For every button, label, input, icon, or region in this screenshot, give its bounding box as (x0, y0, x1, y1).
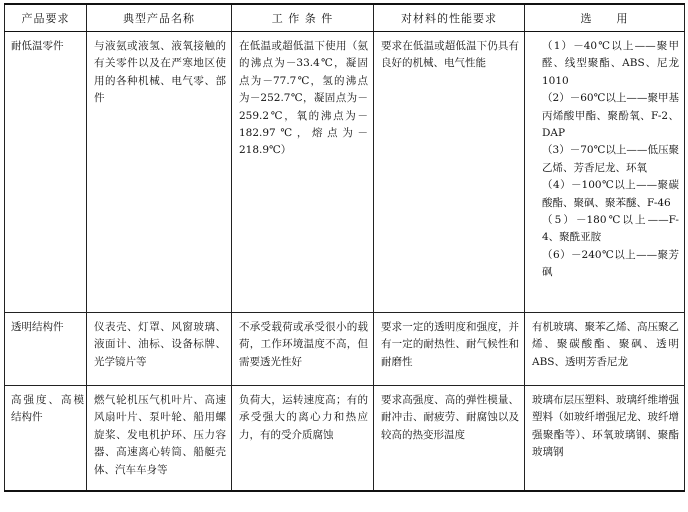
header-conditions: 工 作 条 件 (232, 4, 374, 32)
cell-conditions: 不承受载荷或承受很小的载荷，工作环境温度不高，但需要透光性好 (232, 313, 374, 386)
cell-product: 燃气轮机压气机叶片、高速风扇叶片、泵叶轮、船用螺旋桨、发电机护环、压力容器、高速离心转筒、船艇壳体、汽车车身等 (87, 386, 232, 492)
cell-requirement: 透明结构件 (5, 313, 87, 386)
cell-selection (525, 32, 685, 313)
material-selection-table-container (4, 3, 684, 492)
cell-selection: 玻璃布层压塑料、玻璃纤维增强塑料（如玻纤增强尼龙、玻纤增强聚酯等）、环氧玻璃钢、聚酯玻璃钢 (525, 386, 685, 492)
table-row (5, 386, 685, 492)
header-product: 典型产品名称 (87, 4, 232, 32)
cell-performance: 要求高强度、高的弹性模量、耐冲击、耐疲劳、耐腐蚀以及较高的热变形温度 (374, 386, 525, 492)
header-requirement: 产品要求 (5, 4, 87, 32)
material-selection-table (4, 3, 685, 492)
cell-conditions: 在低温或超低温下使用（氨的沸点为－33.4℃，凝固点为－77.7℃，氢的沸点为－252.7℃，凝固点为－259.2℃，氧的沸点为－182.97℃，熔点为－218.9℃） (232, 32, 374, 313)
table-row (5, 313, 685, 386)
cell-product: 仪表壳、灯罩、风窗玻璃、液面计、油标、设备标牌、光学镜片等 (87, 313, 232, 386)
cell-requirement: 耐低温零件 (5, 32, 87, 313)
selection-item: （3）－70℃以上——低压聚乙烯、芳香尼龙、环氧 (542, 144, 679, 174)
cell-product: 与液氨或液氢、液氧接触的有关零件以及在严寒地区使用的各种机械、电气零、部件 (87, 32, 232, 313)
cell-selection: 有机玻璃、聚苯乙烯、高压聚乙烯、聚碳酸酯、聚砜、透明ABS、透明芳香尼龙 (525, 313, 685, 386)
selection-item: （5）－180℃以上——F-4、聚酰亚胺 (542, 214, 679, 244)
header-selection: 选 用 (525, 4, 685, 32)
header-row (5, 4, 685, 32)
cell-performance: 要求一定的透明度和强度，并有一定的耐热性、耐气候性和耐磨性 (374, 313, 525, 386)
cell-performance: 要求在低温或超低温下仍具有良好的机械、电气性能 (374, 32, 525, 313)
table-row (5, 32, 685, 313)
cell-requirement: 高强度、高模结构件 (5, 386, 87, 492)
cell-conditions: 负荷大，运转速度高；有的承受强大的离心力和热应力，有的受介质腐蚀 (232, 386, 374, 492)
selection-item: （2）－60℃以上——聚甲基丙烯酸甲酯、聚酚氧、F-2、DAP (542, 92, 679, 140)
selection-item: （6）－240℃以上——聚芳砜 (542, 248, 679, 279)
selection-item: （4）－100℃以上——聚碳酸酯、聚砜、聚苯醚、F-46 (542, 179, 679, 209)
selection-item: （1）－40℃以上——聚甲醛、线型聚酯、ABS、尼龙1010 (542, 40, 679, 87)
header-performance: 对材料的性能要求 (374, 4, 525, 32)
